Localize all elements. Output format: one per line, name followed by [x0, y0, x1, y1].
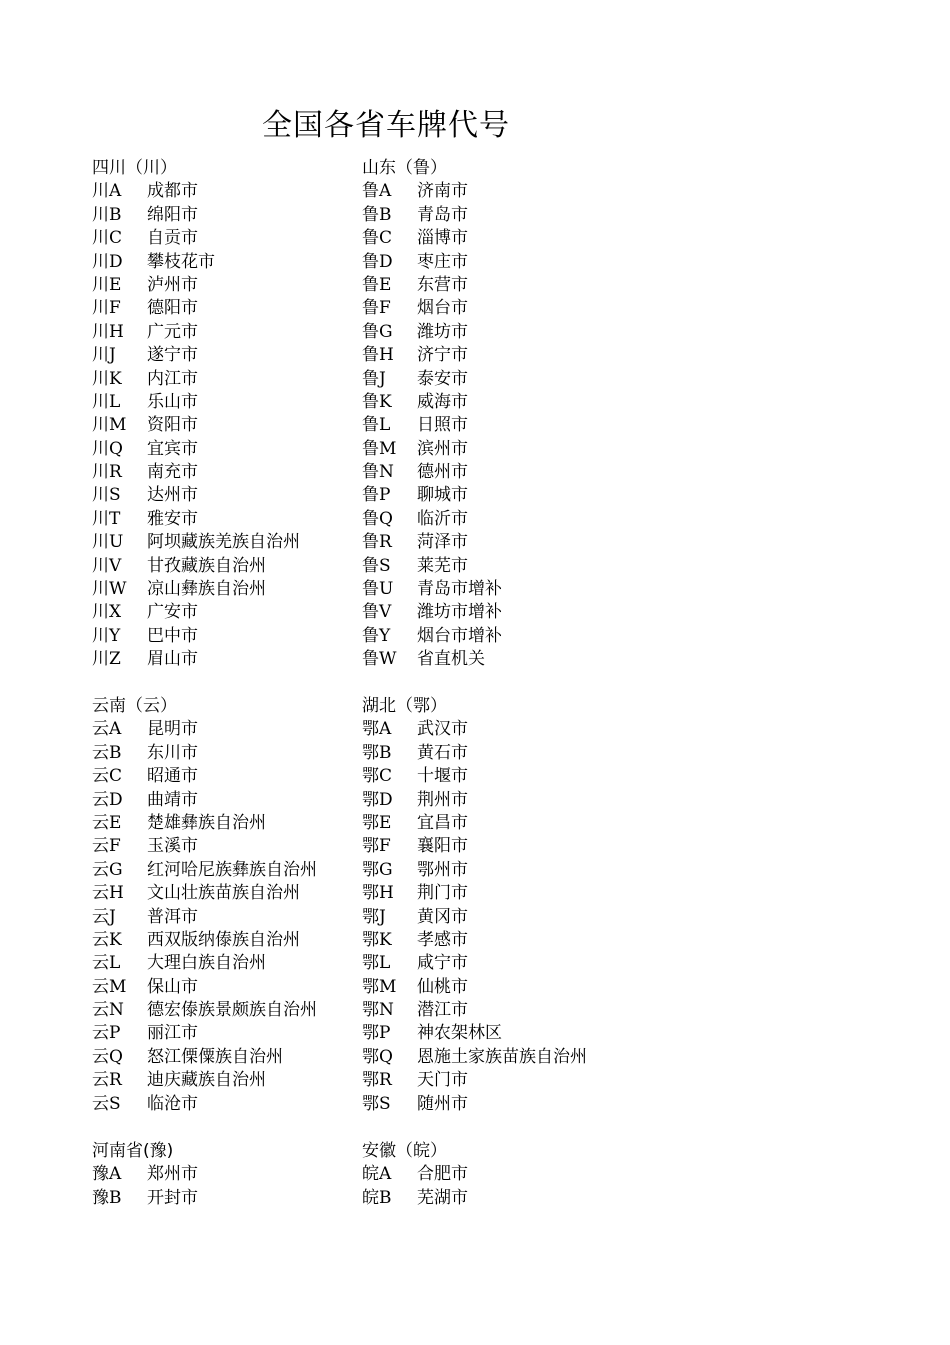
plate-row	[362, 601, 692, 624]
plate-row	[362, 180, 692, 203]
plate-city: 广元市	[147, 321, 198, 342]
plate-city: 烟台市	[417, 298, 468, 319]
plate-row	[362, 882, 692, 905]
plate-code: 川E	[92, 274, 122, 295]
plate-code: 川K	[92, 368, 122, 389]
plate-row	[362, 251, 692, 274]
plate-code: 鄂K	[362, 929, 392, 950]
plate-code: 川J	[92, 345, 116, 366]
plate-city: 神农架林区	[417, 1023, 502, 1044]
plate-city: 咸宁市	[417, 953, 468, 974]
plate-code: 鲁E	[362, 274, 392, 295]
plate-code: 川Q	[92, 438, 123, 459]
plate-city: 乐山市	[147, 391, 198, 412]
plate-code: 云R	[92, 1070, 122, 1091]
plate-row	[362, 274, 692, 297]
plate-row	[362, 438, 692, 461]
plate-code: 鄂Q	[362, 1046, 393, 1067]
plate-code: 川R	[92, 462, 122, 483]
plate-code: 云M	[92, 976, 127, 997]
plate-row	[362, 625, 692, 648]
plate-city: 日照市	[417, 415, 468, 436]
plate-code: 川C	[92, 228, 123, 249]
plate-city: 潍坊市	[417, 321, 468, 342]
plate-city: 天门市	[417, 1070, 468, 1091]
plate-city: 东营市	[417, 274, 468, 295]
plate-city: 荆门市	[417, 883, 468, 904]
plate-code: 川Y	[92, 625, 121, 646]
plate-city: 眉山市	[147, 649, 198, 670]
plate-code: 皖A	[362, 1164, 392, 1185]
plate-code: 鲁A	[362, 181, 392, 202]
plate-code: 鲁G	[362, 321, 393, 342]
plate-code: 川X	[92, 602, 122, 623]
plate-row	[362, 1187, 692, 1210]
plate-code: 豫A	[92, 1164, 122, 1185]
plate-city: 巴中市	[147, 625, 198, 646]
plate-code: 鲁R	[362, 532, 392, 553]
plate-city: 鄂州市	[417, 859, 468, 880]
plate-code: 鲁Y	[362, 625, 391, 646]
plate-code: 鲁V	[362, 602, 392, 623]
plate-row	[362, 812, 692, 835]
plate-city: 黄石市	[417, 742, 468, 763]
plate-code: 豫B	[92, 1187, 122, 1208]
plate-city: 青岛市	[417, 204, 468, 225]
plate-city: 成都市	[147, 181, 198, 202]
plate-code: 鄂G	[362, 859, 393, 880]
plate-city: 开封市	[147, 1187, 198, 1208]
plate-code: 云D	[92, 789, 123, 810]
province-heading: 河南省(豫)	[92, 1141, 174, 1161]
plate-code: 云K	[92, 929, 122, 950]
plate-city: 济南市	[417, 181, 468, 202]
plate-city: 芜湖市	[417, 1187, 468, 1208]
plate-code: 鲁P	[362, 485, 391, 506]
province-heading: 安徽（皖）	[362, 1141, 447, 1161]
plate-code: 川H	[92, 321, 124, 342]
province-hubei	[362, 695, 692, 1116]
plate-city: 滨州市	[417, 438, 468, 459]
plate-city: 菏泽市	[417, 532, 468, 553]
plate-city: 枣庄市	[417, 251, 468, 272]
plate-code: 云F	[92, 836, 121, 857]
plate-code: 川T	[92, 508, 121, 529]
plate-code: 川W	[92, 579, 127, 600]
province-heading: 山东（鲁）	[362, 158, 447, 178]
province-heading: 四川（川）	[92, 158, 177, 178]
plate-code: 鄂S	[362, 1093, 391, 1114]
plate-code: 鄂D	[362, 789, 393, 810]
plate-row	[362, 742, 692, 765]
plate-city: 文山壮族苗族自治州	[147, 883, 300, 904]
plate-city: 淄博市	[417, 228, 468, 249]
plate-city: 迪庆藏族自治州	[147, 1070, 266, 1091]
plate-city: 玉溪市	[147, 836, 198, 857]
plate-code: 云B	[92, 742, 122, 763]
plate-city: 大理白族自治州	[147, 953, 266, 974]
plate-row	[362, 789, 692, 812]
plate-row	[362, 1022, 692, 1045]
province-heading: 湖北（鄂）	[362, 696, 447, 716]
plate-city: 达州市	[147, 485, 198, 506]
plate-code: 鲁Q	[362, 508, 393, 529]
plate-city: 恩施土家族苗族自治州	[417, 1046, 587, 1067]
plate-code: 云S	[92, 1093, 121, 1114]
plate-row	[362, 859, 692, 882]
plate-code: 川F	[92, 298, 121, 319]
plate-row	[362, 484, 692, 507]
plate-code: 川V	[92, 555, 122, 576]
plate-code: 鄂J	[362, 906, 386, 927]
plate-city: 潍坊市增补	[417, 602, 502, 623]
plate-row	[362, 368, 692, 391]
plate-city: 泰安市	[417, 368, 468, 389]
plate-code: 鲁U	[362, 579, 394, 600]
plate-city: 潜江市	[417, 1000, 468, 1021]
plate-row	[362, 999, 692, 1022]
plate-city: 临沧市	[147, 1093, 198, 1114]
plate-city: 宜昌市	[417, 812, 468, 833]
plate-city: 郑州市	[147, 1164, 198, 1185]
plate-city: 南充市	[147, 462, 198, 483]
plate-code: 云G	[92, 859, 123, 880]
plate-city: 保山市	[147, 976, 198, 997]
page-title: 全国各省车牌代号	[262, 108, 510, 143]
plate-code: 鄂F	[362, 836, 391, 857]
plate-code: 鲁J	[362, 368, 386, 389]
plate-row	[362, 555, 692, 578]
plate-row	[362, 578, 692, 601]
plate-city: 仙桃市	[417, 976, 468, 997]
plate-city: 普洱市	[147, 906, 198, 927]
plate-row	[362, 1163, 692, 1186]
province-shandong	[362, 157, 692, 672]
plate-code: 鄂N	[362, 1000, 394, 1021]
plate-row	[362, 929, 692, 952]
plate-city: 绵阳市	[147, 204, 198, 225]
plate-code: 鄂E	[362, 812, 392, 833]
plate-code: 川S	[92, 485, 121, 506]
plate-row	[362, 976, 692, 999]
plate-code: 川U	[92, 532, 124, 553]
plate-code: 云A	[92, 719, 122, 740]
plate-code: 川D	[92, 251, 123, 272]
plate-row	[362, 1093, 692, 1116]
plate-row	[362, 952, 692, 975]
plate-code: 云E	[92, 812, 122, 833]
plate-code: 鲁S	[362, 555, 391, 576]
plate-code: 鲁F	[362, 298, 391, 319]
plate-city: 德阳市	[147, 298, 198, 319]
plate-code: 鄂B	[362, 742, 392, 763]
plate-city: 济宁市	[417, 345, 468, 366]
plate-code: 鄂M	[362, 976, 397, 997]
plate-code: 川L	[92, 391, 121, 412]
plate-code: 川Z	[92, 649, 121, 670]
plate-city: 昭通市	[147, 766, 198, 787]
plate-code: 鲁N	[362, 462, 394, 483]
plate-city: 楚雄彝族自治州	[147, 812, 266, 833]
plate-row	[362, 461, 692, 484]
plate-code: 鄂A	[362, 719, 392, 740]
plate-city: 攀枝花市	[147, 251, 215, 272]
plate-city: 广安市	[147, 602, 198, 623]
plate-city: 怒江傈僳族自治州	[147, 1046, 283, 1067]
plate-code: 川B	[92, 204, 122, 225]
plate-city: 阿坝藏族羌族自治州	[147, 532, 300, 553]
plate-code: 鲁C	[362, 228, 393, 249]
plate-city: 合肥市	[417, 1164, 468, 1185]
plate-code: 鄂H	[362, 883, 394, 904]
plate-city: 自贡市	[147, 228, 198, 249]
plate-code: 云J	[92, 906, 116, 927]
plate-row	[362, 718, 692, 741]
plate-city: 凉山彝族自治州	[147, 579, 266, 600]
plate-city: 威海市	[417, 391, 468, 412]
plate-row	[362, 321, 692, 344]
plate-row	[362, 204, 692, 227]
plate-city: 德宏傣族景颇族自治州	[147, 1000, 317, 1021]
plate-code: 云H	[92, 883, 124, 904]
plate-city: 西双版纳傣族自治州	[147, 929, 300, 950]
plate-code: 鲁W	[362, 649, 397, 670]
plate-code: 云C	[92, 766, 123, 787]
plate-city: 遂宁市	[147, 345, 198, 366]
province-anhui	[362, 1140, 692, 1210]
plate-city: 雅安市	[147, 508, 198, 529]
plate-city: 曲靖市	[147, 789, 198, 810]
plate-row	[362, 648, 692, 671]
plate-code: 川M	[92, 415, 127, 436]
plate-code: 鲁D	[362, 251, 393, 272]
plate-city: 孝感市	[417, 929, 468, 950]
plate-code: 鲁B	[362, 204, 392, 225]
plate-city: 东川市	[147, 742, 198, 763]
plate-row	[362, 906, 692, 929]
plate-city: 黄冈市	[417, 906, 468, 927]
plate-city: 襄阳市	[417, 836, 468, 857]
plate-city: 泸州市	[147, 274, 198, 295]
plate-city: 宜宾市	[147, 438, 198, 459]
plate-row	[362, 531, 692, 554]
plate-row	[362, 297, 692, 320]
plate-row	[362, 508, 692, 531]
plate-city: 资阳市	[147, 415, 198, 436]
plate-row	[362, 391, 692, 414]
plate-city: 丽江市	[147, 1023, 198, 1044]
plate-row	[362, 765, 692, 788]
plate-row	[362, 835, 692, 858]
plate-code: 鲁L	[362, 415, 391, 436]
plate-city: 十堰市	[417, 766, 468, 787]
plate-city: 省直机关	[417, 649, 485, 670]
plate-city: 昆明市	[147, 719, 198, 740]
plate-row	[362, 227, 692, 250]
plate-city: 随州市	[417, 1093, 468, 1114]
plate-code: 皖B	[362, 1187, 392, 1208]
plate-code: 川A	[92, 181, 122, 202]
plate-code: 鄂R	[362, 1070, 392, 1091]
plate-code: 鲁M	[362, 438, 397, 459]
plate-row	[362, 1046, 692, 1069]
plate-city: 莱芜市	[417, 555, 468, 576]
plate-row	[362, 414, 692, 437]
plate-code: 云L	[92, 953, 121, 974]
plate-city: 荆州市	[417, 789, 468, 810]
plate-city: 德州市	[417, 462, 468, 483]
plate-city: 红河哈尼族彝族自治州	[147, 859, 317, 880]
plate-code: 云Q	[92, 1046, 123, 1067]
plate-row	[362, 1069, 692, 1092]
province-heading: 云南（云）	[92, 696, 177, 716]
plate-code: 鲁H	[362, 345, 394, 366]
plate-code: 鄂C	[362, 766, 393, 787]
plate-code: 鄂P	[362, 1023, 391, 1044]
plate-code: 鄂L	[362, 953, 391, 974]
plate-city: 聊城市	[417, 485, 468, 506]
plate-city: 武汉市	[417, 719, 468, 740]
plate-code: 鲁K	[362, 391, 392, 412]
plate-city: 烟台市增补	[417, 625, 502, 646]
plate-code: 云P	[92, 1023, 121, 1044]
plate-city: 内江市	[147, 368, 198, 389]
plate-city: 临沂市	[417, 508, 468, 529]
plate-code: 云N	[92, 1000, 124, 1021]
plate-city: 甘孜藏族自治州	[147, 555, 266, 576]
plate-row	[362, 344, 692, 367]
plate-city: 青岛市增补	[417, 579, 502, 600]
